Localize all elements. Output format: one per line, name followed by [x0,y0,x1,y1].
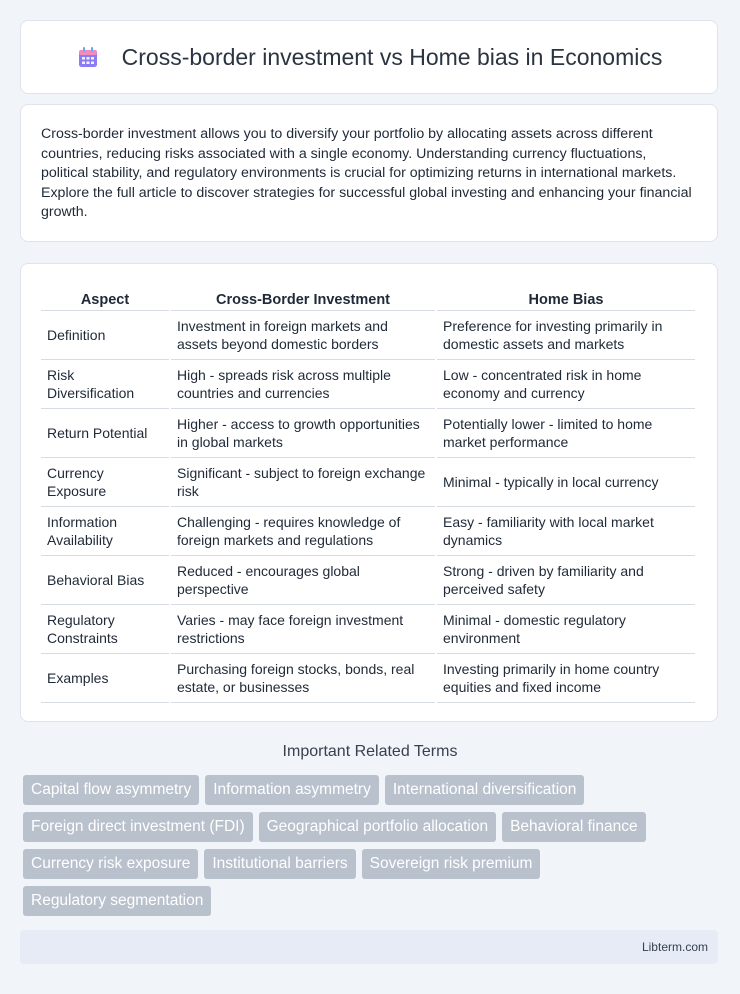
table-row [41,311,695,360]
table-row [41,458,695,507]
term-tag[interactable]: International diversification [385,775,585,805]
term-tag[interactable]: Capital flow asymmetry [23,775,199,805]
aspect-cell: Behavioral Bias [41,556,169,605]
term-tag[interactable]: Currency risk exposure [23,849,198,879]
related-terms-row [23,886,723,916]
table-row [41,507,695,556]
page-title: Cross-border investment vs Home bias in Economics [121,43,663,70]
table-row [41,605,695,654]
home-bias-cell: Low - concentrated risk in home economy and currency [437,360,695,409]
term-tag[interactable]: Regulatory segmentation [23,886,211,916]
table-row [41,360,695,409]
header-card [20,20,718,94]
cross-border-cell: Investment in foreign markets and assets beyond domestic borders [171,311,435,360]
table-row [41,654,695,703]
cross-border-cell: High - spreads risk across multiple countries and currencies [171,360,435,409]
aspect-cell: Examples [41,654,169,703]
aspect-cell: Regulatory Constraints [41,605,169,654]
related-terms-row [23,849,723,879]
table-row [41,409,695,458]
cross-border-cell: Challenging - requires knowledge of foreign markets and regulations [171,507,435,556]
cross-border-cell: Purchasing foreign stocks, bonds, real estate, or businesses [171,654,435,703]
home-bias-cell: Minimal - domestic regulatory environment [437,605,695,654]
aspect-cell: Currency Exposure [41,458,169,507]
aspect-cell: Information Availability [41,507,169,556]
header-inner [76,44,663,71]
footer-site-link[interactable]: Libterm.com [641,940,708,954]
comparison-table-card [20,263,718,722]
home-bias-cell: Strong - driven by familiarity and perceived safety [437,556,695,605]
header-cross-border: Cross-Border Investment [171,282,435,311]
home-bias-cell: Potentially lower - limited to home market performance [437,409,695,458]
aspect-cell: Risk Diversification [41,360,169,409]
term-tag[interactable]: Sovereign risk premium [362,849,541,879]
related-terms-row [23,812,723,842]
header-aspect: Aspect [41,282,169,311]
related-terms-row [23,775,723,805]
term-tag[interactable]: Behavioral finance [502,812,646,842]
cross-border-cell: Higher - access to growth opportunities in global markets [171,409,435,458]
cross-border-cell: Significant - subject to foreign exchange risk [171,458,435,507]
footer-bar [20,930,718,964]
intro-paragraph: Cross-border investment allows you to diversify your portfolio by allocating assets across different countries, reducing risks associated with a single economy. Understanding currency fluctuations, political stability, and regulatory environments is crucial for optimizing returns in international markets. Explore the full article to discover strategies for successful global investing and enhancing your financial growth. [41,126,692,221]
term-tag[interactable]: Geographical portfolio allocation [259,812,496,842]
comparison-table [39,282,697,703]
related-terms [23,775,723,923]
home-bias-cell: Minimal - typically in local currency [437,458,695,507]
aspect-cell: Return Potential [41,409,169,458]
home-bias-cell: Investing primarily in home country equities and fixed income [437,654,695,703]
term-tag[interactable]: Institutional barriers [204,849,355,879]
intro-card [20,104,718,242]
header-home-bias: Home Bias [437,282,695,311]
document-icon [76,45,100,69]
term-tag[interactable]: Information asymmetry [205,775,379,805]
home-bias-cell: Easy - familiarity with local market dynamics [437,507,695,556]
aspect-cell: Definition [41,311,169,360]
related-terms-title: Important Related Terms [282,743,458,760]
cross-border-cell: Reduced - encourages global perspective [171,556,435,605]
cross-border-cell: Varies - may face foreign investment restrictions [171,605,435,654]
table-row [41,556,695,605]
table-header-row [41,282,695,311]
home-bias-cell: Preference for investing primarily in domestic assets and markets [437,311,695,360]
term-tag[interactable]: Foreign direct investment (FDI) [23,812,253,842]
